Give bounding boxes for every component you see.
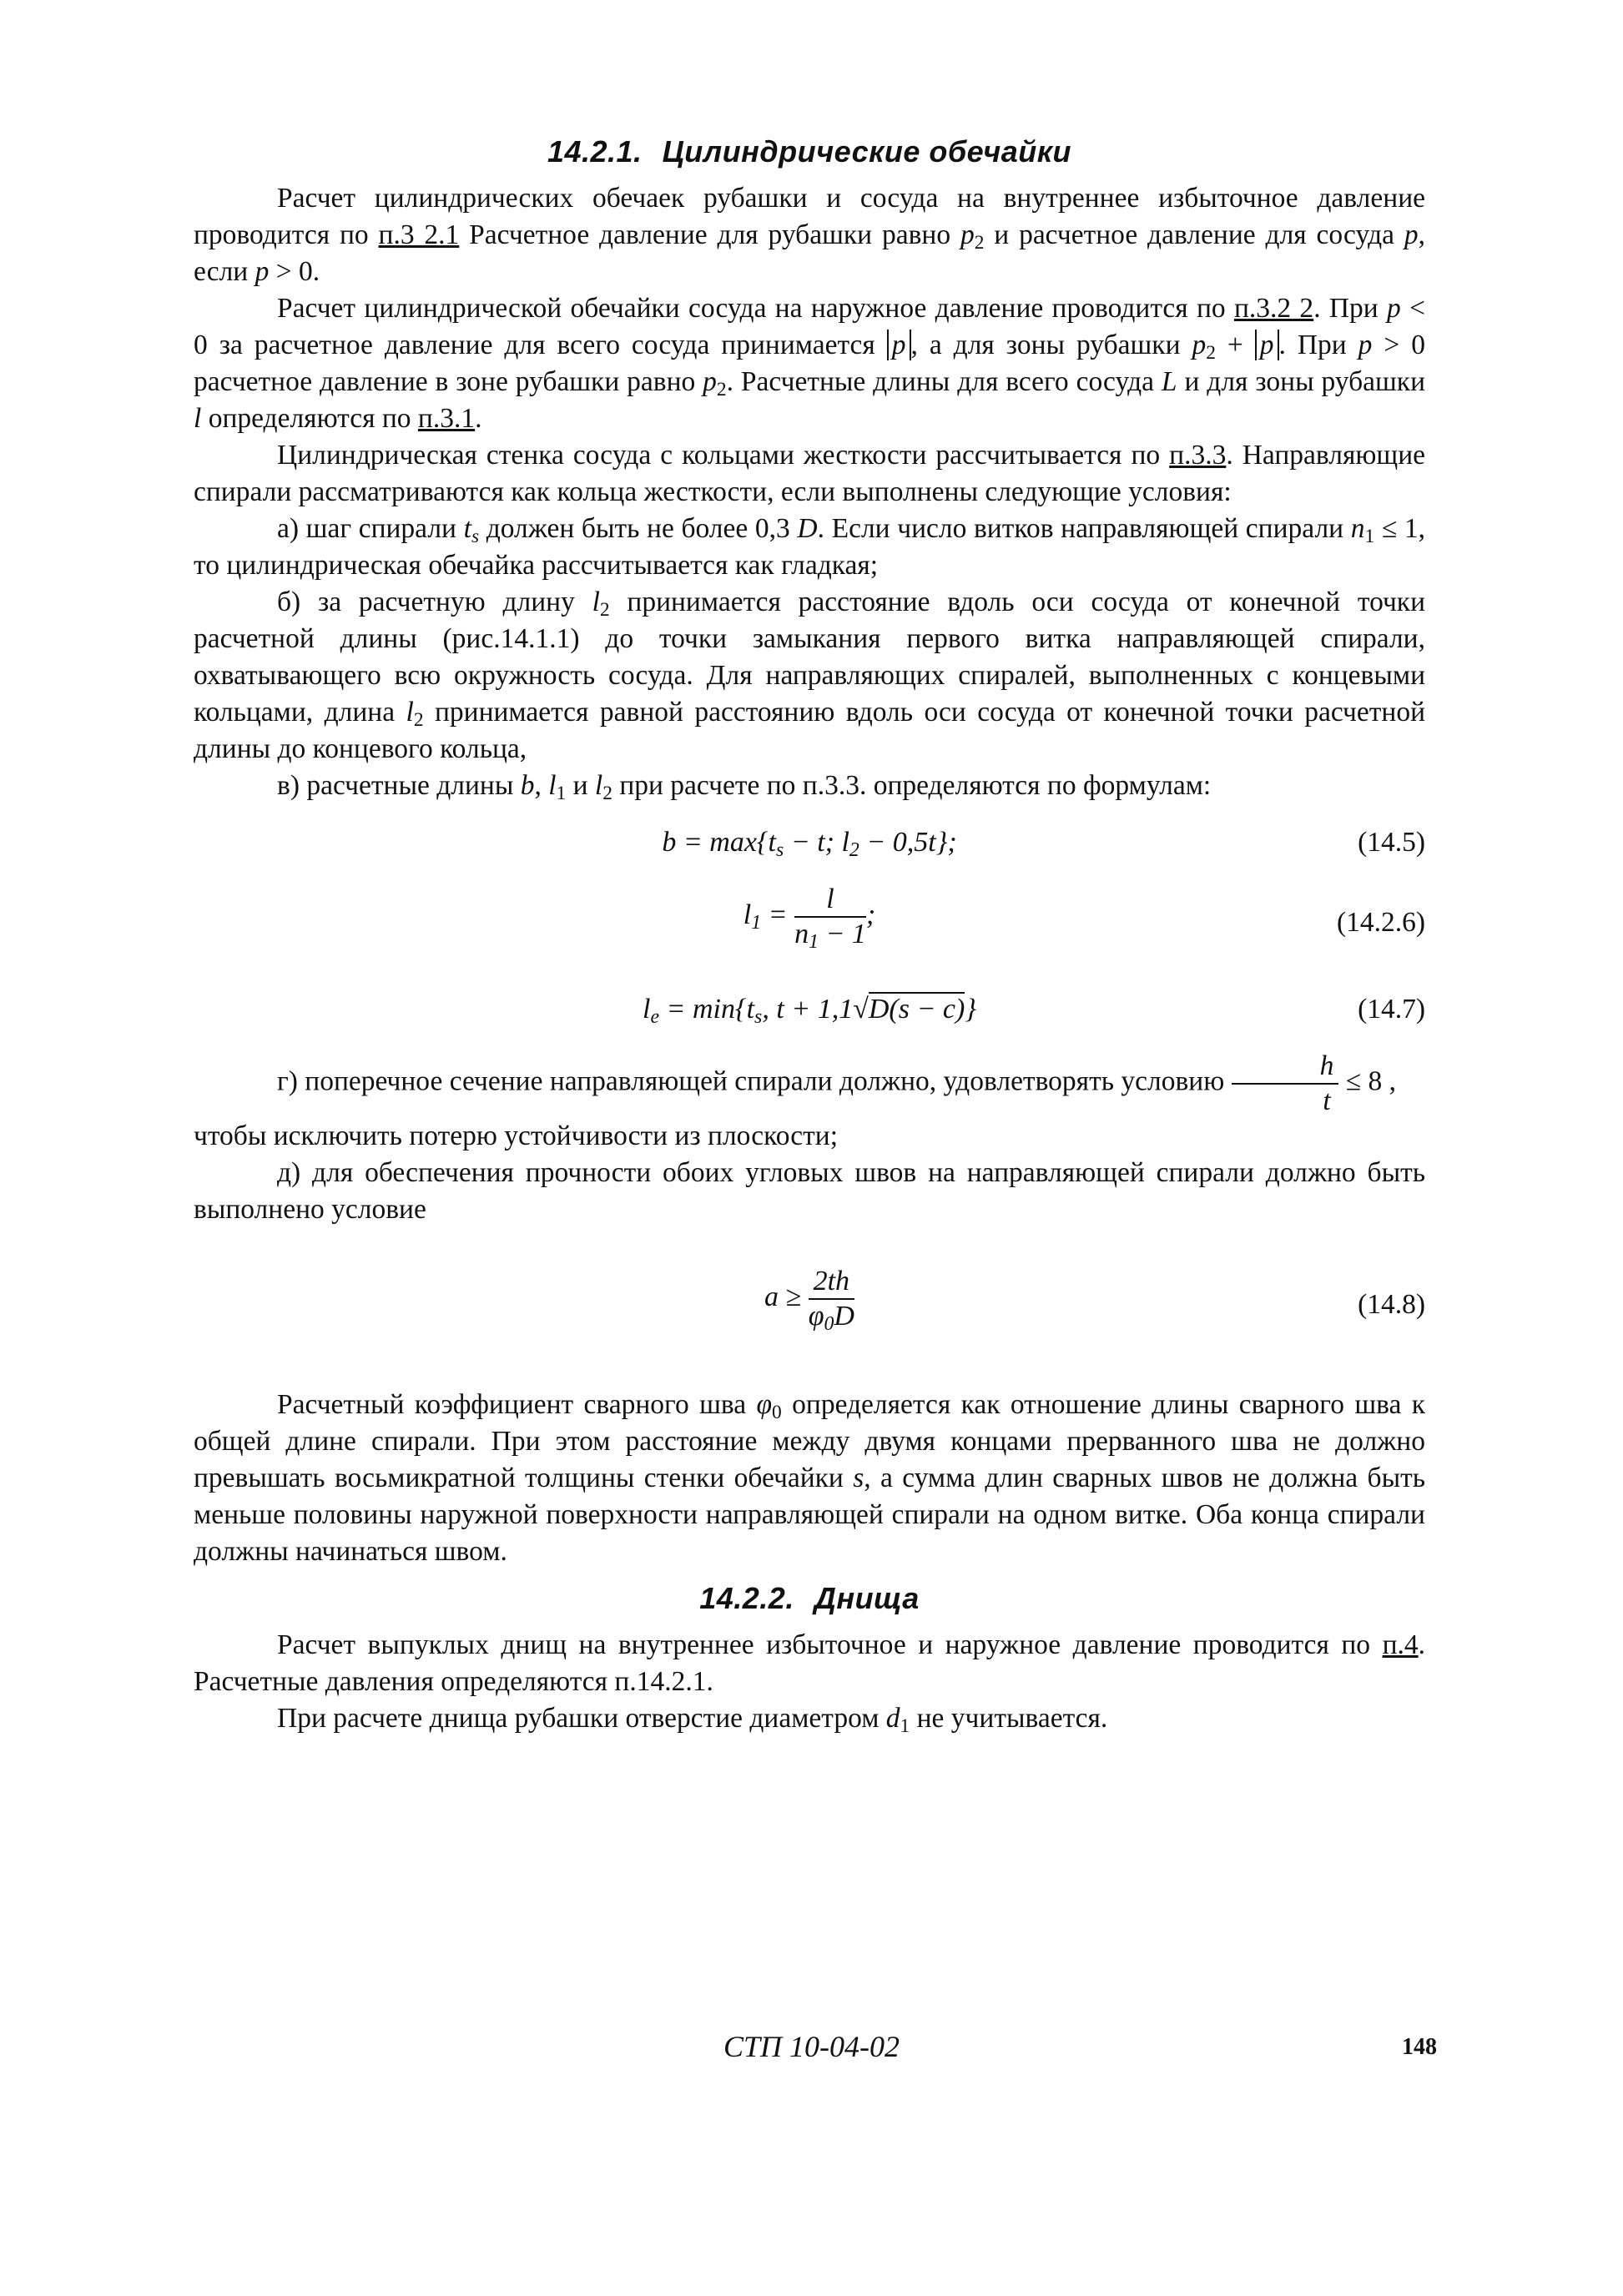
condition-g-continued: чтобы исключить потерю устойчивости из плоскости; [194,1120,839,1151]
formula-14-7: $l_e = \min\{t_s$, t + 1,1√D(s − c)} (14.7) [194,979,1425,1038]
paragraph-heads-opening: При расчете днища рубашки отверстие диаметром $d_1$ не учитывается. [277,1703,1108,1737]
formula-number: (14.2.6) [1336,907,1425,938]
formula-number: (14.5) [1358,827,1425,858]
footer-document-code: СТП 10-04-02 [723,2030,900,2063]
page-content [194,133,1425,1737]
condition-a: а) шаг спирали $t_s$ должен быть не более 0,3 D. Если число витков направляющей спирали $n_1 \le 1$, то цилиндрическая обечайка рассчитывается как гладкая; [194,513,1425,581]
paragraph-weld-coefficient: Расчетный коэффициент сварного шва $\varphi_0$ определяется как отношение длины сварного шва к общей длине спирали. При этом расстояние между двумя концами прерванного шва не должно превышать восьмикратной толщины стенки обечайки s, а сумма длин сварных швов не должна быть меньше половины наружной поверхности направляющей спирали на одном витке. Оба конца спирали должны начинаться швом. [194,1389,1426,1567]
paragraph-heads-pressure: Расчет выпуклых днищ на внутреннее избыточное и наружное давление проводится по п.4. Расчетные давления определяются п.14.2.1. [194,1629,1425,1697]
page-number: 148 [1402,2034,1437,2060]
ref-link-3-3[interactable]: п.3.3 [1169,440,1227,471]
ref-link-4[interactable]: п.4 [1382,1629,1419,1660]
formula-number: (14.7) [1358,994,1425,1025]
paragraph-stiffening-rings: Цилиндрическая стенка сосуда с кольцами жесткости рассчитывается по п.3.3. Направляющие спирали рассматриваются как кольца жесткости, если выполнены следующие условия: [194,440,1425,507]
paragraph-internal-pressure: Расчет цилиндрических обечаек рубашки и сосуда на внутреннее избыточное давление проводится по п.3 2.1 Расчетное давление для рубашки равно $p_2$ и расчетное давление для сосуда p, если p > 0. [194,183,1425,287]
condition-g: г) поперечное сечение направляющей спирали должно, удовлетворять условию $\frac{h}{t}$ ≤ 8 , [277,1050,1396,1116]
formula-14-5: $b = \max\{t_s - t$; $l_2 - 0,5t$}; (14.5) [194,813,1425,871]
ref-link-3-2-1[interactable]: п.3 2.1 [378,219,460,250]
ref-link-3-1[interactable]: п.3.1 [417,403,476,434]
formula-14-2-6: $l_1$ = $\frac{l}{n_1 - 1}$ ; (14.2.6) [743,884,1425,953]
formula-number: (14.8) [1358,1289,1425,1320]
condition-d: д) для обеспечения прочности обоих угловых швов на направляющей спирали должно быть выполнено условие [194,1157,1425,1225]
condition-v: в) расчетные длины b, $l_1$ и $l_2$ при расчете по п.3.3. определяются по формулам: [277,770,1212,804]
condition-b: б) за расчетную длину $l_2$ принимается расстояние вдоль оси сосуда от конечной точки расчетной длины (рис.14.1.1) до точки замыкания первого витка направляющей спирали, охватывающего всю окружность сосуда. Для направляющих спиралей, выполненных с концевыми кольцами, длина $l_2$ принимается равной расстоянию вдоль оси сосуда от конечной точки расчетной длины до концевого кольца, [194,587,1425,764]
section-title-heads: 14.2.2. Днища [699,1581,920,1615]
ref-link-3-2-2[interactable]: п.3.2 2 [1233,293,1314,324]
section-title-cylindrical-shells: 14.2.1. Цилиндрические обечайки [547,134,1072,169]
paragraph-external-pressure: Расчет цилиндрической обечайки сосуда на наружное давление проводится по п.3.2 2. При p < 0 за расчетное давление для всего сосуда принимается p , а для зоны рубашки $p_2 + p$ . При p > 0 расчетное давление в зоне рубашки равно $p_2$. Расчетные длины для всего сосуда L и для зоны рубашки l определяются по п.3.1. [194,293,1426,434]
formula-14-8: a ≥ $\frac{2th}{\varphi_0D}$ (14.8) [764,1266,1425,1335]
